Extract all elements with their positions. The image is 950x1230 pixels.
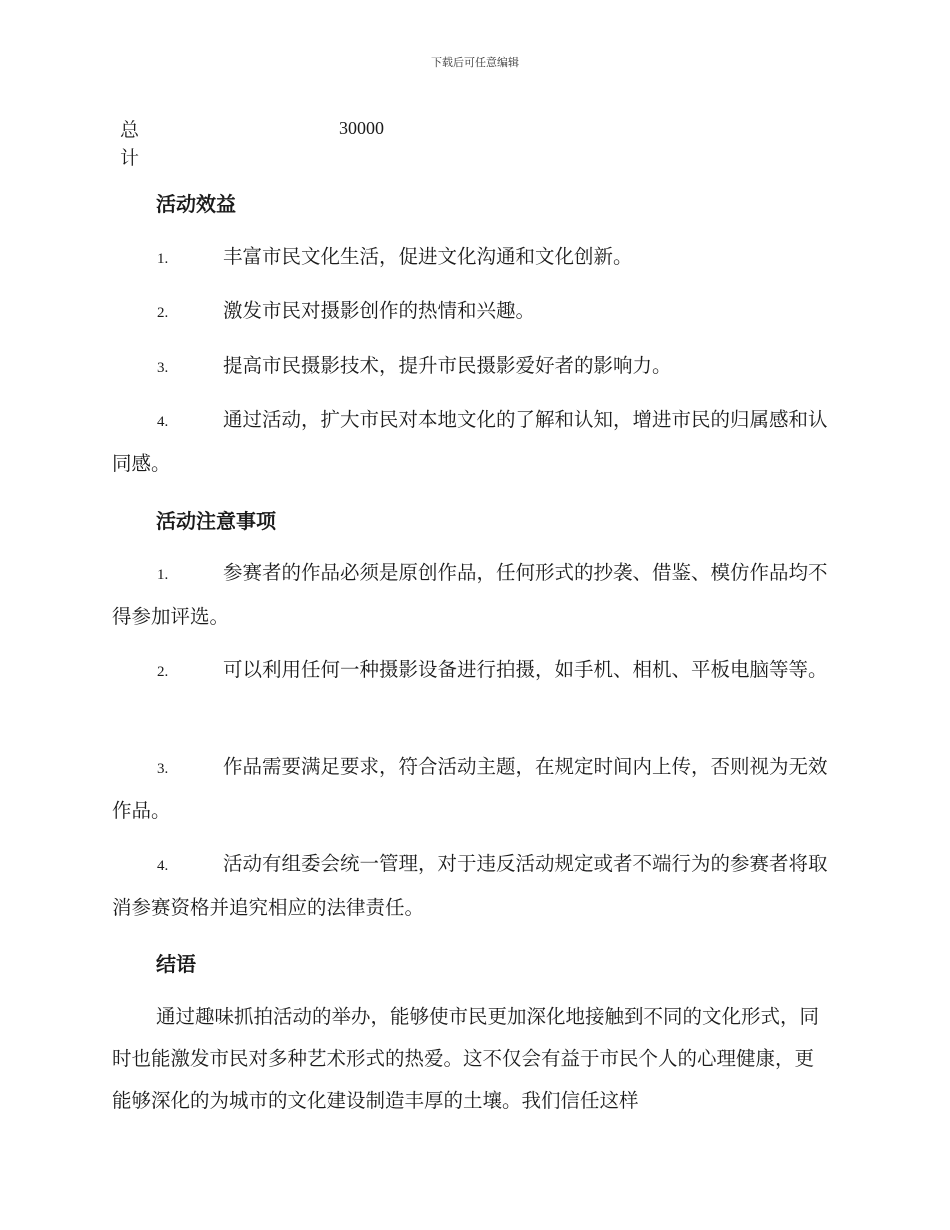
item-number: 2. (157, 305, 169, 321)
item-text: 通过活动，扩大市民对本地文化的了解和认知，增进市民的归属感和认同感。 (112, 408, 828, 475)
benefit-item (112, 399, 832, 485)
item-number: 4. (157, 858, 169, 874)
item-text: 作品需要满足要求，符合活动主题，在规定时间内上传，否则视为无效作品。 (112, 755, 828, 822)
benefit-item (112, 345, 832, 389)
item-text: 可以利用任何一种摄影设备进行拍摄，如手机、相机、平板电脑等等。 (223, 658, 828, 681)
conclusion-heading: 结语 (156, 952, 196, 976)
item-text: 提高市民摄影技术，提升市民摄影爱好者的影响力。 (223, 354, 672, 377)
item-text: 活动有组委会统一管理，对于违反活动规定或者不端行为的参赛者将取消参赛资格并追究相应的法律责任。 (112, 852, 828, 919)
benefit-item (112, 236, 832, 280)
note-item (112, 746, 832, 832)
item-number: 2. (157, 664, 169, 680)
item-number: 1. (157, 251, 169, 267)
item-number: 3. (157, 360, 169, 376)
item-text: 参赛者的作品必须是原创作品，任何形式的抄袭、借鉴、模仿作品均不得参加评选。 (112, 561, 828, 628)
benefit-item (112, 290, 832, 334)
total-value: 30000 (339, 118, 384, 138)
note-item (112, 552, 832, 638)
note-item (112, 843, 832, 929)
benefits-heading: 活动效益 (156, 192, 236, 216)
page-header: 下载后可任意编辑 (431, 56, 519, 69)
note-item (112, 649, 832, 693)
item-text: 激发市民对摄影创作的热情和兴趣。 (223, 299, 536, 322)
item-number: 1. (157, 567, 169, 583)
item-number: 3. (157, 761, 169, 777)
total-label: 总计 (120, 119, 140, 169)
item-number: 4. (157, 414, 169, 430)
item-text: 丰富市民文化生活，促进文化沟通和文化创新。 (223, 245, 633, 268)
notes-heading: 活动注意事项 (156, 509, 276, 533)
conclusion-paragraph: 通过趣味抓拍活动的举办，能够使市民更加深化地接触到不同的文化形式，同时也能激发市民对多种艺术形式的热爱。这不仅会有益于市民个人的心理健康，更能够深化的为城市的文化建设制造丰厚的土壤。我们信任这样 (112, 1005, 820, 1112)
